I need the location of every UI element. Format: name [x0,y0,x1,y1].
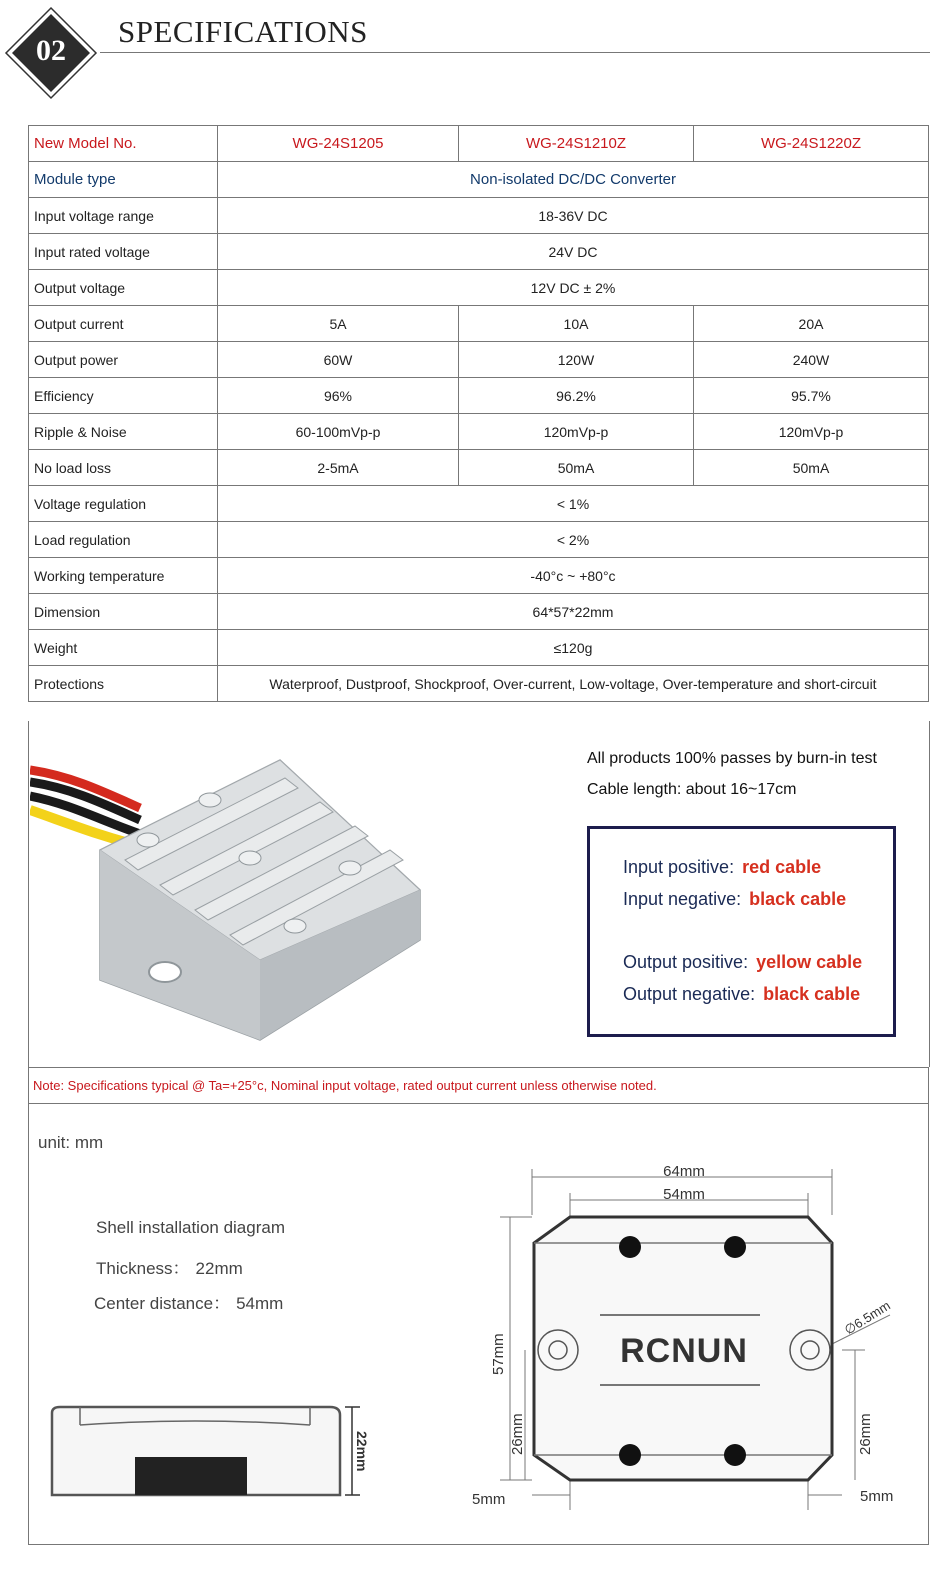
top-view-diagram [470,1155,920,1540]
table-row [29,234,929,270]
shell-diagram-title: Shell installation diagram [96,1218,285,1237]
row-value: WG-24S1205 [218,126,459,162]
input-positive-value: red cable [742,857,822,877]
dim-height-label: 57mm [490,1333,507,1375]
row-label: Voltage regulation [29,486,218,522]
row-value-span: Waterproof, Dustproof, Shockproof, Over-current, Low-voltage, Over-temperature and short-circuit [218,666,929,702]
table-row [29,306,929,342]
table-row [29,198,929,234]
row-value-span: < 2% [218,522,929,558]
output-positive-value: yellow cable [756,952,863,972]
row-value: 60-100mVp-p [218,414,459,450]
table-row [29,486,929,522]
center-distance-value: 54mm [236,1294,284,1313]
row-label: Weight [29,630,218,666]
row-label: Input voltage range [29,198,218,234]
table-row [29,126,929,162]
row-value: 96.2% [459,378,694,414]
row-value: 240W [694,342,929,378]
spec-table [28,125,929,702]
row-label: No load loss [29,450,218,486]
row-value-span: 64*57*22mm [218,594,929,630]
section-title: SPECIFICATIONS [118,14,368,49]
dim-right-26-label: 26mm [857,1413,874,1455]
row-value: WG-24S1210Z [459,126,694,162]
row-value-span: 18-36V DC [218,198,929,234]
table-row [29,270,929,306]
dim-left-26-label: 26mm [509,1413,526,1455]
output-negative-label: Output negative: [623,984,756,1004]
center-distance-line [94,1289,283,1314]
cable-legend-box [587,826,896,1037]
row-label: Dimension [29,594,218,630]
burn-in-text: All products 100% passes by burn-in test [587,750,877,767]
row-value-span: 12V DC ± 2% [218,270,929,306]
row-label: Output current [29,306,218,342]
row-value: WG-24S1220Z [694,126,929,162]
side-view-diagram [40,1395,390,1515]
section-badge [4,6,98,100]
row-value: 10A [459,306,694,342]
table-row [29,162,929,198]
input-negative-line [623,889,846,910]
input-positive-label: Input positive: [623,857,735,877]
unit-label: unit: mm [38,1133,104,1152]
row-value: 60W [218,342,459,378]
note-row [28,1067,929,1104]
dim-right-5-label: 5mm [860,1488,894,1505]
section-number: 02 [36,34,66,67]
row-value: 120mVp-p [694,414,929,450]
table-row [29,378,929,414]
thickness-line [96,1254,243,1279]
thickness-value: 22mm [195,1259,243,1278]
dim-width-label: 64mm [663,1163,705,1180]
row-label: Load regulation [29,522,218,558]
table-row [29,666,929,702]
table-row [29,630,929,666]
row-value-span: Non-isolated DC/DC Converter [218,162,929,198]
output-negative-line [623,984,860,1005]
row-label: Ripple & Noise [29,414,218,450]
row-label: New Model No. [29,126,218,162]
input-positive-line [623,857,821,878]
table-row [29,558,929,594]
row-label: Module type [29,162,218,198]
row-value-span: ≤120g [218,630,929,666]
input-negative-value: black cable [749,889,847,909]
table-row [29,414,929,450]
thickness-label: Thickness： [96,1259,190,1278]
row-value-span: < 1% [218,486,929,522]
row-value: 50mA [694,450,929,486]
output-negative-value: black cable [763,984,861,1004]
row-value: 95.7% [694,378,929,414]
row-value: 50mA [459,450,694,486]
row-value: 120mVp-p [459,414,694,450]
dim-center-label: 54mm [663,1186,705,1203]
row-label: Output voltage [29,270,218,306]
table-row [29,594,929,630]
output-positive-label: Output positive: [623,952,749,972]
row-value-span: -40°c ~ +80°c [218,558,929,594]
row-value: 120W [459,342,694,378]
header-divider [100,52,930,53]
input-negative-label: Input negative: [623,889,742,909]
side-height-label: 22mm [354,1431,370,1472]
row-label: Working temperature [29,558,218,594]
row-value: 96% [218,378,459,414]
row-value: 20A [694,306,929,342]
output-positive-line [623,952,862,973]
row-label: Protections [29,666,218,702]
cable-length-text: Cable length: about 16~17cm [587,781,797,798]
row-label: Efficiency [29,378,218,414]
brand-logo: RCNUN [620,1332,748,1370]
table-row [29,450,929,486]
table-row [29,342,929,378]
row-value: 2-5mA [218,450,459,486]
converter-product-image [30,740,430,1060]
row-value-span: 24V DC [218,234,929,270]
dim-hole-label: ∅6.5mm [841,1297,893,1338]
row-label: Input rated voltage [29,234,218,270]
row-value: 5A [218,306,459,342]
row-label: Output power [29,342,218,378]
dim-left-5-label: 5mm [472,1491,506,1508]
center-distance-label: Center distance： [94,1294,231,1313]
note-text: Note: Specifications typical @ Ta=+25°c, Nominal input voltage, rated output current unless otherwise noted. [33,1078,657,1093]
table-row [29,522,929,558]
